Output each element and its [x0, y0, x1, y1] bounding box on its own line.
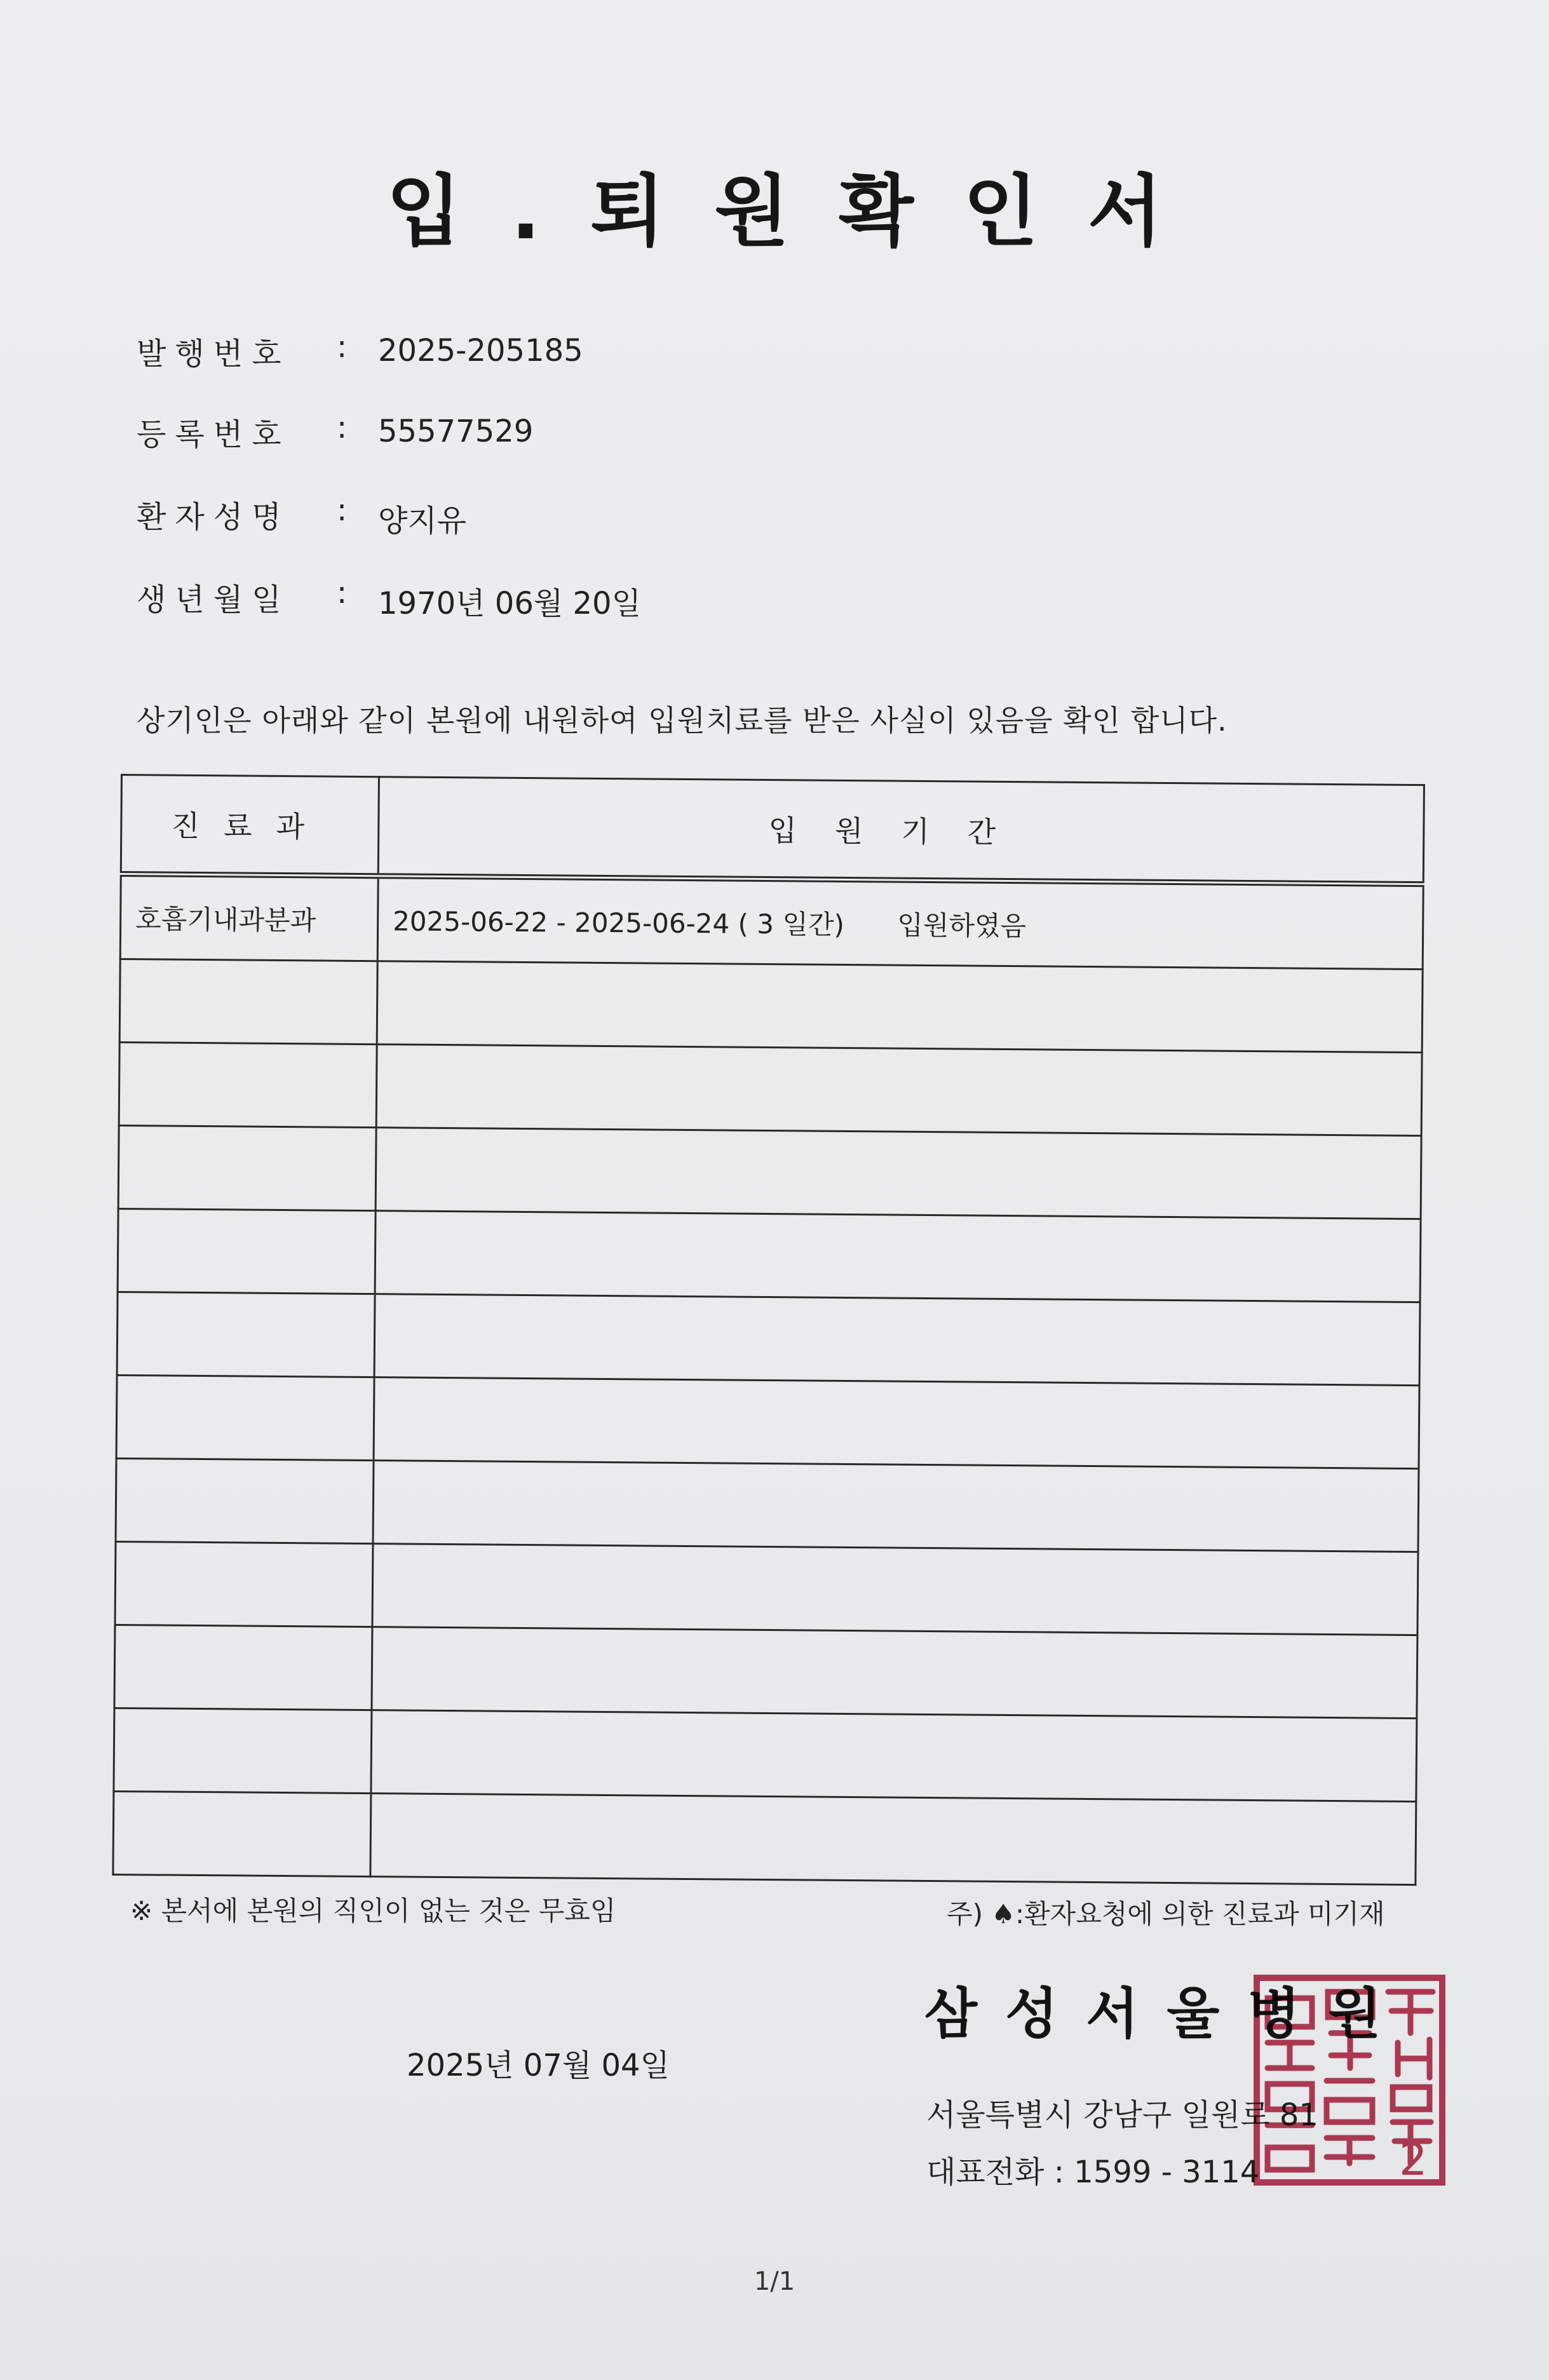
table-row	[116, 1458, 1419, 1552]
department-cell: 호흡기내과분과	[120, 874, 378, 961]
issue-number-colon: :	[337, 329, 348, 365]
registration-number-label: 등록번호	[137, 417, 290, 452]
admission-dates: 2025-06-22 - 2025-06-24 ( 3 일간)	[392, 905, 845, 940]
table-row	[115, 1541, 1418, 1635]
table-row	[114, 1708, 1417, 1801]
patient-name-colon: :	[337, 492, 348, 528]
admission-table-wrapper	[112, 774, 1423, 1870]
admission-period-cell	[372, 1627, 1417, 1719]
confirmation-statement: 상기인은 아래와 같이 본원에 내원하여 입원치료를 받은 사실이 있음을 확인 합니다.	[137, 703, 1228, 738]
table-row	[120, 874, 1423, 970]
document-title: 입.퇴원확인서	[386, 166, 1212, 257]
admission-period-cell	[377, 961, 1423, 1053]
birth-date-colon: :	[337, 575, 348, 611]
department-cell	[118, 1125, 376, 1210]
department-cell	[114, 1708, 372, 1793]
admission-period-cell	[371, 1710, 1417, 1802]
admission-period-cell	[372, 1544, 1418, 1635]
table-row	[119, 959, 1423, 1053]
issue-date: 2025년 07월 04일	[407, 2048, 670, 2083]
registration-number-value: 55577529	[378, 414, 534, 449]
department-cell	[118, 1208, 375, 1294]
table-row	[117, 1292, 1420, 1385]
department-cell	[119, 1042, 377, 1127]
patient-name-value: 양지유	[378, 503, 467, 539]
admission-period-cell	[377, 876, 1423, 970]
admission-period-cell	[376, 1045, 1422, 1136]
table-row	[119, 1042, 1422, 1135]
admission-period-cell	[375, 1211, 1421, 1302]
table-row	[118, 1208, 1421, 1302]
official-seal-stamp	[1252, 1973, 1447, 2187]
patient-name-label: 환자성명	[137, 499, 290, 535]
validity-footnote: ※ 본서에 본원의 직인이 없는 것은 무효임	[130, 1895, 616, 1926]
table-header-row	[121, 775, 1424, 884]
admission-table	[112, 774, 1425, 1886]
department-cell	[119, 959, 377, 1045]
registration-number-colon: :	[337, 410, 348, 445]
header-department: 진료과	[121, 775, 379, 876]
admission-period-cell	[375, 1128, 1421, 1219]
header-admission-period: 입원기간	[378, 777, 1424, 884]
birth-date-value: 1970년 06월 20일	[378, 586, 641, 621]
department-cell	[116, 1458, 374, 1543]
admission-period-cell	[374, 1377, 1419, 1469]
table-row	[113, 1791, 1416, 1884]
admission-period-cell	[373, 1461, 1419, 1552]
department-cell	[116, 1375, 374, 1460]
department-cell	[113, 1791, 371, 1876]
table-row	[118, 1125, 1421, 1219]
birth-date-label: 생년월일	[137, 582, 290, 618]
admission-note: 입원하였음	[897, 909, 1027, 942]
issue-number-label: 발행번호	[137, 336, 290, 372]
department-cell	[115, 1541, 373, 1626]
hospital-phone: 대표전화 : 1599 - 3114	[926, 2154, 1260, 2190]
department-cell	[117, 1292, 375, 1377]
table-row	[114, 1625, 1417, 1718]
admission-period-cell	[374, 1294, 1420, 1386]
hospital-address: 서울특별시 강남구 일원로 81	[926, 2097, 1318, 2133]
admission-period-cell	[370, 1794, 1416, 1885]
hospital-name: 삼성서울병원	[924, 1982, 1409, 2046]
page-number: 1/1	[754, 2267, 795, 2296]
issue-number-value: 2025-205185	[378, 333, 583, 368]
svg-text:2: 2	[1399, 2133, 1428, 2186]
omission-footnote: 주) ♠:환자요청에 의한 진료과 미기재	[947, 1898, 1385, 1930]
table-row	[116, 1375, 1419, 1468]
department-cell	[114, 1625, 372, 1710]
